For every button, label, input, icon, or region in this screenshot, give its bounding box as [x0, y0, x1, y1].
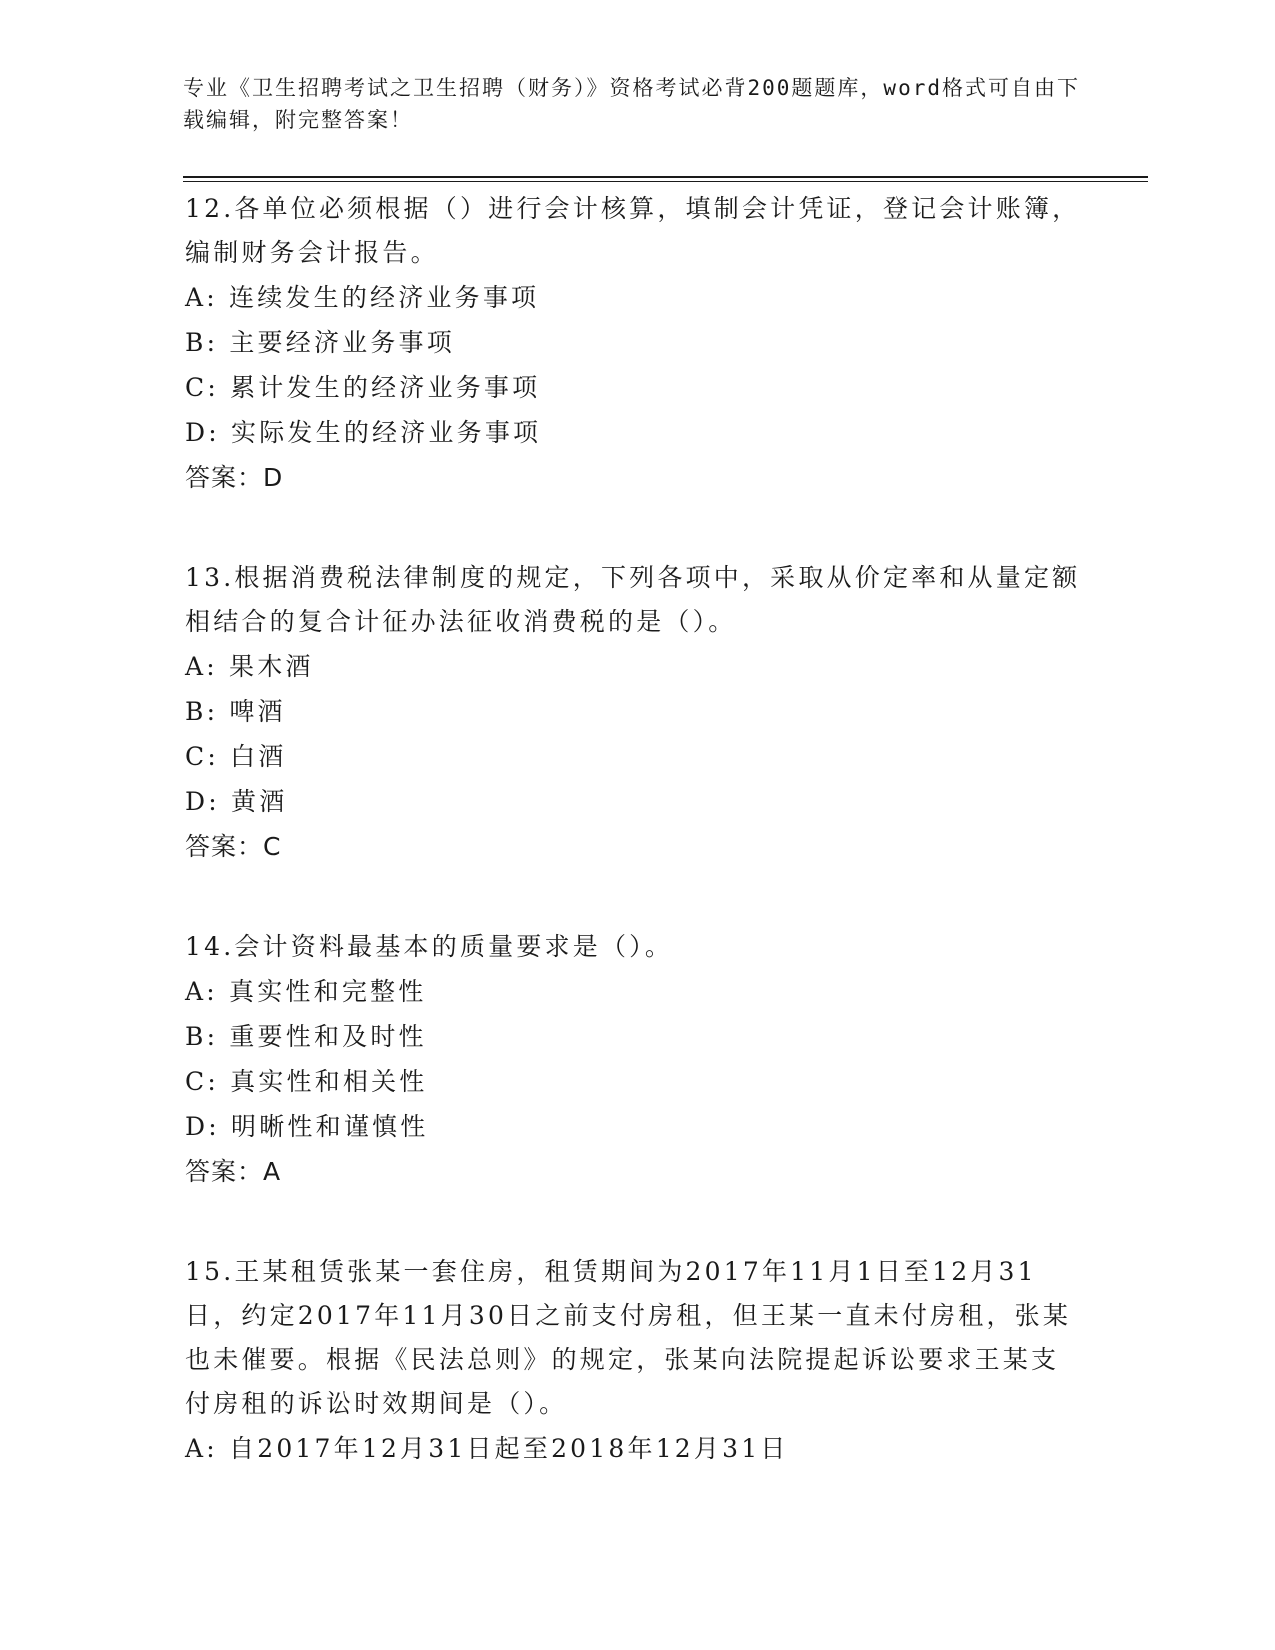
- document-header: 专业《卫生招聘考试之卫生招聘（财务）》资格考试必背200题题库，word格式可自由下载编辑，附完整答案！: [183, 76, 1080, 132]
- option-d: D: 实际发生的经济业务事项: [185, 418, 542, 447]
- option-a: A: 真实性和完整性: [185, 977, 427, 1006]
- answer-line: 答案：C: [185, 832, 282, 861]
- answer-line: 答案：A: [185, 1157, 282, 1186]
- option-b: B: 重要性和及时性: [185, 1022, 427, 1051]
- option-a: A: 连续发生的经济业务事项: [185, 283, 540, 312]
- question-stem: 12.各单位必须根据（）进行会计核算，填制会计凭证，登记会计账簿，编制财务会计报告。: [185, 194, 1081, 267]
- question-stem: 13.根据消费税法律制度的规定，下列各项中，采取从价定率和从量定额相结合的复合计征办法征收消费税的是（）。: [185, 563, 1081, 636]
- option-d: D: 黄酒: [185, 787, 288, 816]
- question-list: [185, 187, 1085, 1526]
- option-a: A: 果木酒: [185, 652, 314, 681]
- question-13: [185, 556, 1085, 870]
- option-c: C: 白酒: [185, 742, 287, 771]
- question-14: [185, 925, 1085, 1195]
- question-stem: 15.王某租赁张某一套住房，租赁期间为2017年11月1日至12月31日，约定2017年11月30日之前支付房租，但王某一直未付房租，张某也未催要。根据《民法总则》的规定，张某向法院提起诉讼要求王某支付房租的诉讼时效期间是（）。: [185, 1257, 1072, 1418]
- question-stem: 14.会计资料最基本的质量要求是（）。: [185, 932, 674, 961]
- header-rule-bottom: [183, 181, 1148, 182]
- option-d: D: 明晰性和谨慎性: [185, 1112, 429, 1141]
- option-b: B: 主要经济业务事项: [185, 328, 455, 357]
- option-c: C: 累计发生的经济业务事项: [185, 373, 541, 402]
- header-rule-top: [183, 176, 1148, 178]
- answer-line: 答案：D: [185, 463, 284, 492]
- question-12: [185, 187, 1085, 501]
- option-b: B: 啤酒: [185, 697, 286, 726]
- question-15: [185, 1250, 1085, 1471]
- option-c: C: 真实性和相关性: [185, 1067, 428, 1096]
- option-a: A: 自2017年12月31日起至2018年12月31日: [185, 1434, 789, 1463]
